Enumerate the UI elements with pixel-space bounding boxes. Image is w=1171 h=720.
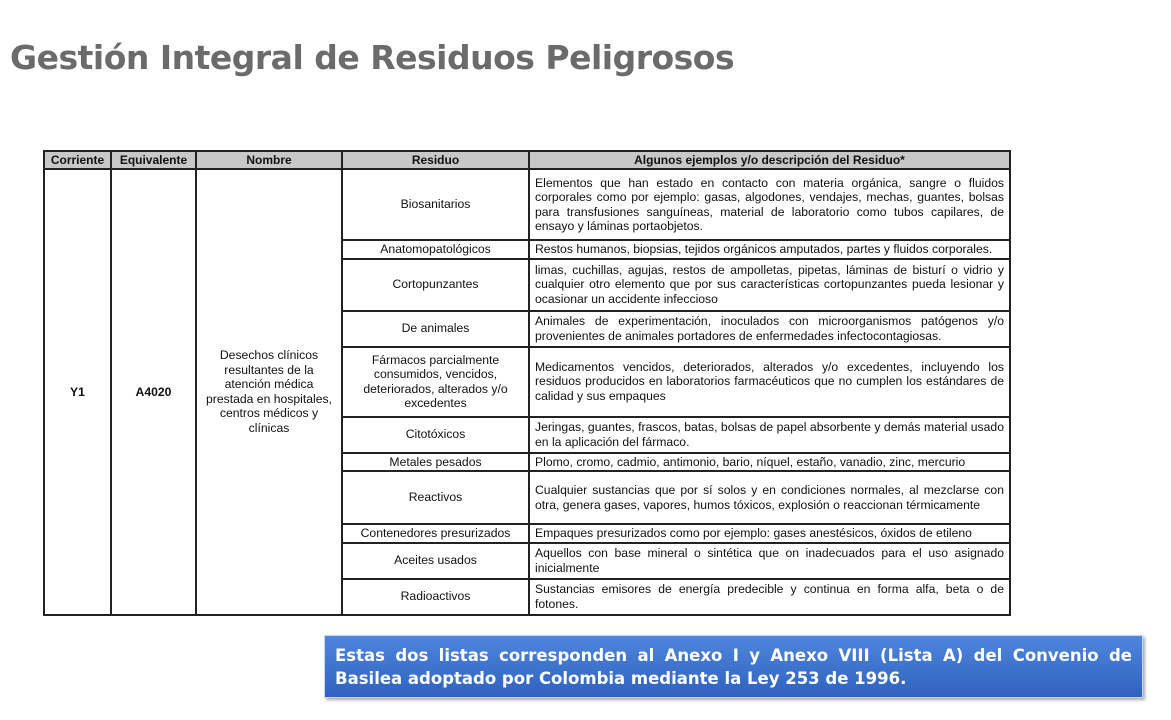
descripcion-cell: Medicamentos vencidos, deteriorados, alterados y/o excedentes, incluyendo los residuos producidos en laboratorios farmacéuticos que no cumplen los estándares de calidad y sus empaques bbox=[529, 347, 1010, 417]
residuo-cell: Fármacos parcialmente consumidos, vencidos, deteriorados, alterados y/o excedentes bbox=[342, 347, 529, 417]
residuo-cell: Citotóxicos bbox=[342, 417, 529, 453]
descripcion-cell: Sustancias emisores de energía predecible y continua en forma alfa, beta o de fotones. bbox=[529, 579, 1010, 615]
corriente-cell: Y1 bbox=[44, 169, 111, 615]
header-nombre: Nombre bbox=[196, 151, 342, 169]
residuo-cell: Metales pesados bbox=[342, 453, 529, 472]
descripcion-cell: Elementos que han estado en contacto con materia orgánica, sangre o fluidos corporales como por ejemplo: gasas, algodones, vendajes, mechas, guantes, bolsas para transfusiones sanguíneas, material de laboratorio como tubos capilares, de ensayo y láminas portaobjetos. bbox=[529, 169, 1010, 240]
descripcion-cell: Animales de experimentación, inoculados con microorganismos patógenos y/o provenientes de animales portadores de enfermedades infectocontagiosas. bbox=[529, 311, 1010, 347]
residuo-cell: Biosanitarios bbox=[342, 169, 529, 240]
hazardous-waste-table bbox=[43, 150, 1011, 616]
descripcion-cell: Restos humanos, biopsias, tejidos orgánicos amputados, partes y fluidos corporales. bbox=[529, 240, 1010, 259]
residuo-cell: Anatomopatológicos bbox=[342, 240, 529, 259]
residuo-cell: Contenedores presurizados bbox=[342, 524, 529, 543]
header-residuo: Residuo bbox=[342, 151, 529, 169]
descripcion-cell: Aquellos con base mineral o sintética que on inadecuados para el uso asignado inicialmente bbox=[529, 543, 1010, 579]
residuo-cell: De animales bbox=[342, 311, 529, 347]
table-row bbox=[44, 169, 1010, 240]
residuo-cell: Cortopunzantes bbox=[342, 259, 529, 311]
header-corriente: Corriente bbox=[44, 151, 111, 169]
nombre-cell: Desechos clínicos resultantes de la atención médica prestada en hospitales, centros médicos y clínicas bbox=[196, 169, 342, 615]
basel-convention-note: Estas dos listas corresponden al Anexo I y Anexo VIII (Lista A) del Convenio de Basilea adoptado por Colombia mediante la Ley 253 de 1996. bbox=[324, 635, 1143, 698]
header-ejemplos: Algunos ejemplos y/o descripción del Residuo* bbox=[529, 151, 1010, 169]
residuo-cell: Radioactivos bbox=[342, 579, 529, 615]
header-equivalente: Equivalente bbox=[111, 151, 196, 169]
equivalente-cell: A4020 bbox=[111, 169, 196, 615]
table-header-row bbox=[44, 151, 1010, 169]
descripcion-cell: Jeringas, guantes, frascos, batas, bolsas de papel absorbente y demás material usado en la aplicación del fármaco. bbox=[529, 417, 1010, 453]
descripcion-cell: Cualquier sustancias que por sí solos y en condiciones normales, al mezclarse con otra, genera gases, vapores, humos tóxicos, explosión o reaccionan térmicamente bbox=[529, 471, 1010, 524]
residuo-cell: Reactivos bbox=[342, 471, 529, 524]
descripcion-cell: Empaques presurizados como por ejemplo: gases anestésicos, óxidos de etileno bbox=[529, 524, 1010, 543]
descripcion-cell: Plomo, cromo, cadmio, antimonio, bario, níquel, estaño, vanadio, zinc, mercurio bbox=[529, 453, 1010, 472]
descripcion-cell: limas, cuchillas, agujas, restos de ampolletas, pipetas, láminas de bisturí o vidrio y cualquier otro elemento que por sus características cortopunzantes pueda lesionar y ocasionar un accidente infeccioso bbox=[529, 259, 1010, 311]
residuo-cell: Aceites usados bbox=[342, 543, 529, 579]
slide-title: Gestión Integral de Residuos Peligrosos bbox=[10, 38, 735, 77]
